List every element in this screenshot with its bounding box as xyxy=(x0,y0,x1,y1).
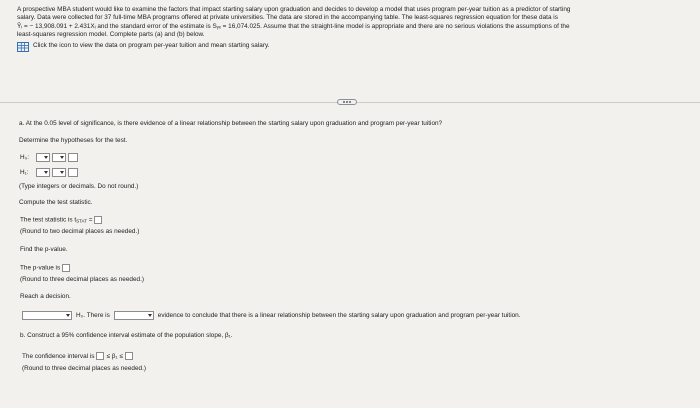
evidence-dropdown[interactable] xyxy=(114,311,154,320)
ci-note: (Round to three decimal places as needed.) xyxy=(22,365,146,372)
intro-line-2: salary. Data were collected for 37 full-time MBA programs offered at private universities. The data are stored in the accompanying table. The least-squares regression equation for these data is xyxy=(17,14,558,22)
h1-operator-dropdown[interactable] xyxy=(52,168,66,177)
decision-prompt: Reach a decision. xyxy=(20,293,71,300)
h0-parameter-dropdown[interactable] xyxy=(36,153,50,162)
test-statistic-input[interactable] xyxy=(94,216,102,224)
problem-intro xyxy=(17,6,693,52)
intro-line-4: least-squares regression model. Complete parts (a) and (b) below. xyxy=(17,31,205,39)
statistic-note: (Round to two decimal places as needed.) xyxy=(20,228,140,235)
decision-conclusion-text: evidence to conclude that there is a linear relationship between the starting salary upon graduation and program per-year tuition. xyxy=(157,312,521,319)
h0-row xyxy=(20,153,78,162)
ci-lower-input[interactable] xyxy=(96,352,104,360)
ci-middle-text: ≤ β₁ ≤ xyxy=(106,352,123,360)
p-value-label: The p-value is xyxy=(20,264,61,272)
h0-label: H₀: xyxy=(20,154,30,161)
p-value-row xyxy=(20,264,70,272)
stat-subscript: STAT xyxy=(76,218,87,224)
decision-h0-text: H₀. There is xyxy=(76,312,110,319)
decision-row xyxy=(22,311,521,320)
intro-line-3: Ŷᵢ = − 13,908.091 + 2.431Xᵢ and the standard error of the estimate is Sᵧₓ = 16,074.025. Assume that the straight-line model is appropriate and there are no serious violations the assumptions of the xyxy=(17,22,570,30)
p-value-note: (Round to three decimal places as needed.) xyxy=(20,276,144,283)
part-b-question: b. Construct a 95% confidence interval estimate of the population slope, β₁. xyxy=(20,332,233,339)
data-link-row xyxy=(17,42,693,52)
test-statistic-row xyxy=(20,216,102,224)
chevron-down-icon xyxy=(44,171,48,174)
decision-reject-dropdown[interactable] xyxy=(22,311,72,320)
h1-parameter-dropdown[interactable] xyxy=(36,168,50,177)
chevron-down-icon xyxy=(66,314,70,317)
h1-row xyxy=(20,168,78,177)
more-dots-icon[interactable] xyxy=(337,99,357,105)
hypotheses-prompt: Determine the hypotheses for the test. xyxy=(19,137,128,144)
chevron-down-icon xyxy=(44,156,48,159)
p-value-input[interactable] xyxy=(62,264,70,272)
hypotheses-note: (Type integers or decimals. Do not round.) xyxy=(19,183,139,190)
p-value-prompt: Find the p-value. xyxy=(20,246,68,253)
test-statistic-label: The test statistic is t xyxy=(20,216,77,224)
h1-value-input[interactable] xyxy=(68,168,78,177)
data-link-text[interactable]: Click the icon to view the data on program per-year tuition and mean starting salary. xyxy=(33,42,270,50)
ci-upper-input[interactable] xyxy=(125,352,133,360)
h0-value-input[interactable] xyxy=(68,153,78,162)
stat-equals: = xyxy=(86,216,93,224)
ci-label: The confidence interval is xyxy=(22,352,95,360)
intro-line-1: A prospective MBA student would like to examine the factors that impact starting salary upon graduation and decides to develop a model that uses program per-year tuition as a predictor of starting xyxy=(17,6,571,13)
part-a-question: a. At the 0.05 level of significance, is there evidence of a linear relationship between the starting salary upon graduation and program per-year tuition? xyxy=(19,120,443,127)
chevron-down-icon xyxy=(60,156,64,159)
chevron-down-icon xyxy=(148,314,152,317)
h1-label: H₁: xyxy=(20,169,29,176)
table-icon[interactable] xyxy=(17,42,29,52)
h0-operator-dropdown[interactable] xyxy=(52,153,66,162)
confidence-interval-row xyxy=(22,352,133,360)
chevron-down-icon xyxy=(60,171,64,174)
statistic-prompt: Compute the test statistic. xyxy=(19,199,93,206)
